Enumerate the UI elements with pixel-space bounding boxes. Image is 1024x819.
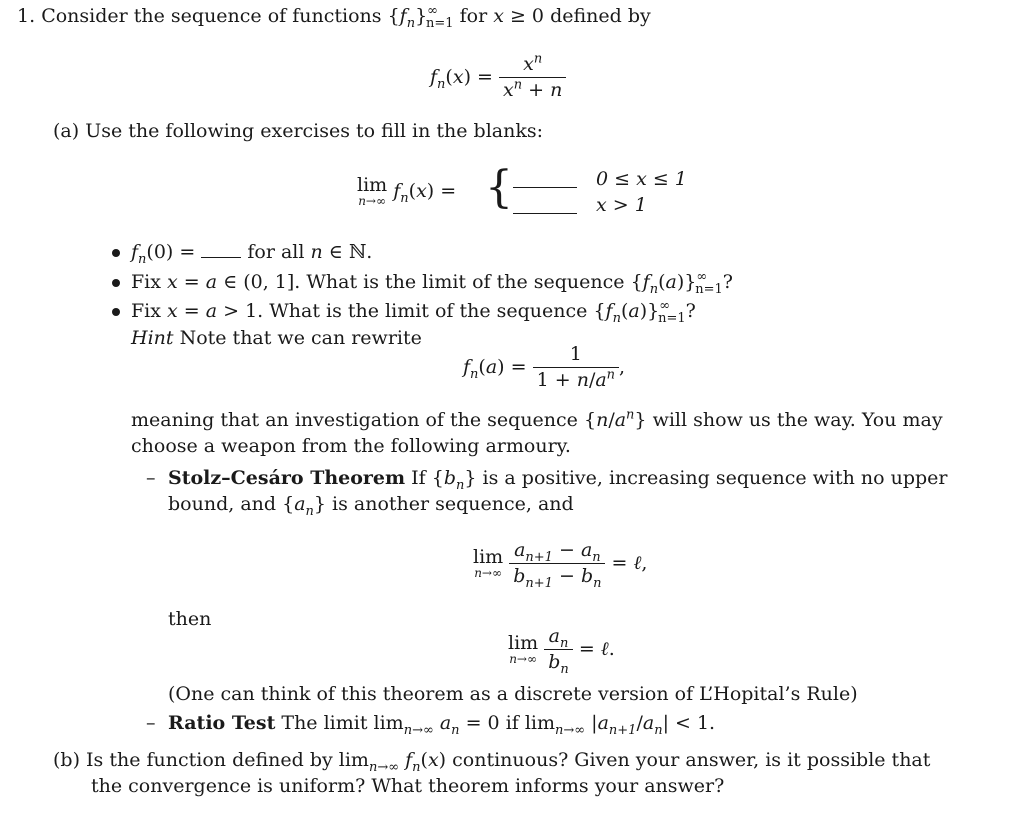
case-2-condition: x > 1 [596, 194, 647, 216]
part-b-text-1a: Is the function defined by [86, 749, 333, 771]
lhopital-note: (One can think of this theorem as a discrete version of L’Hopital’s Rule) [168, 683, 858, 705]
case-1-condition: 0 ≤ x ≤ 1 [596, 168, 687, 190]
part-a-text: Use the following exercises to fill in the blanks: [85, 120, 543, 142]
blank-fn0[interactable] [201, 243, 241, 258]
defined-by-text: defined by [550, 5, 651, 27]
bullet-2: Fix x = a ∈ (0, 1]. What is the limit of the sequence $\{f_n(a)\}^\infty_{n=1}$? [131, 269, 733, 297]
bullet-1: $f_n(0)$ = for all n ∈ ℕ. [131, 241, 373, 267]
ratio-title: Ratio Test [168, 712, 276, 734]
bullet-1-suffix: for all [247, 241, 305, 263]
stolz-conclusion-equation: lim n→∞ $\frac{a_n}{b_n}$ = ℓ. [508, 625, 615, 677]
blank-case-2[interactable] [513, 196, 577, 214]
then-text: then [168, 608, 212, 630]
hint-text: Note that we can rewrite [179, 327, 422, 349]
ratio-text: The limit [281, 712, 368, 734]
piecewise-limit: lim n→∞ $f_n(x)$ = [357, 174, 457, 208]
part-a-instruction [53, 119, 543, 144]
dash-2: – [146, 712, 156, 734]
problem-statement [17, 4, 651, 29]
blank-case-1[interactable] [513, 170, 577, 188]
meaning-line-1: meaning that an investigation of the sequence $\{n/a^n\}$ will show us the way. You may [131, 407, 943, 431]
dash-1: – [146, 467, 156, 489]
hint-label: Hint [131, 327, 174, 349]
ratio-test-line: Ratio Test The limit $\lim_{n\to\infty} a_n = 0$ if $\lim_{n\to\infty} |a_{n+1}/a_n| < 1$. [168, 712, 716, 738]
stolz-condition-equation: lim n→∞ $\frac{a_{n+1} - a_n}{b_{n+1} - b_n}$ = ℓ, [473, 539, 648, 591]
problem-intro: Consider the sequence of functions [41, 5, 382, 27]
stolz-line-2: bound, and $\{a_n\}$ is another sequence, and [168, 493, 574, 519]
bullet-2-dot [112, 279, 120, 287]
bullet-2-prefix: Fix [131, 271, 161, 293]
meaning-text-1b: will show us the way. You may [652, 409, 943, 431]
hint-line [131, 326, 422, 351]
stolz-if: If [411, 467, 426, 489]
hint-equation: $f_n(a)$ = $\frac{1}{1 + n/a^n}$ , [463, 343, 626, 391]
part-a-label: (a) [53, 120, 80, 142]
bullet-3: Fix x = a > 1. What is the limit of the sequence $\{f_n(a)\}^\infty_{n=1}$? [131, 298, 696, 326]
bullet-1-dot [112, 249, 120, 257]
part-b-label: (b) [53, 749, 80, 771]
domain-condition: x ≥ 0 [493, 5, 545, 27]
stolz-line-1: Stolz–Cesáro Theorem If $\{b_n\}$ is a positive, increasing sequence with no upper [168, 467, 948, 493]
meaning-line-2: choose a weapon from the following armoury. [131, 435, 571, 457]
domain-text: for [459, 5, 488, 27]
stolz-text-2: bound, and [168, 493, 277, 515]
stolz-text-2b: is another sequence, and [332, 493, 574, 515]
stolz-title: Stolz–Cesáro Theorem [168, 467, 406, 489]
sequence-symbol: $\{f_n\}^\infty_{n=1}$ [387, 3, 454, 31]
ratio-if: if [505, 712, 519, 734]
definition-equation: $f_n(x)$ = $\frac{x^n}{x^n + n}$ [430, 52, 566, 102]
meaning-text-1: meaning that an investigation of the sequence [131, 409, 578, 431]
problem-number: 1. [17, 5, 36, 27]
bullet-2-question: What is the limit of the sequence [306, 271, 625, 293]
part-b-line-2: the convergence is uniform? What theorem informs your answer? [91, 775, 725, 797]
left-brace: { [485, 162, 513, 213]
stolz-text-1b: is a positive, increasing sequence with no upper [482, 467, 948, 489]
part-b-line-1: (b) Is the function defined by $\lim_{n\to\infty} f_n(x)$ continuous? Given your answer, is it possible that [53, 749, 931, 775]
bullet-3-dot [112, 308, 120, 316]
bullet-3-question: What is the limit of the sequence [269, 300, 588, 322]
bullet-3-prefix: Fix [131, 300, 161, 322]
part-b-text-1b: continuous? Given your answer, is it possible that [452, 749, 931, 771]
